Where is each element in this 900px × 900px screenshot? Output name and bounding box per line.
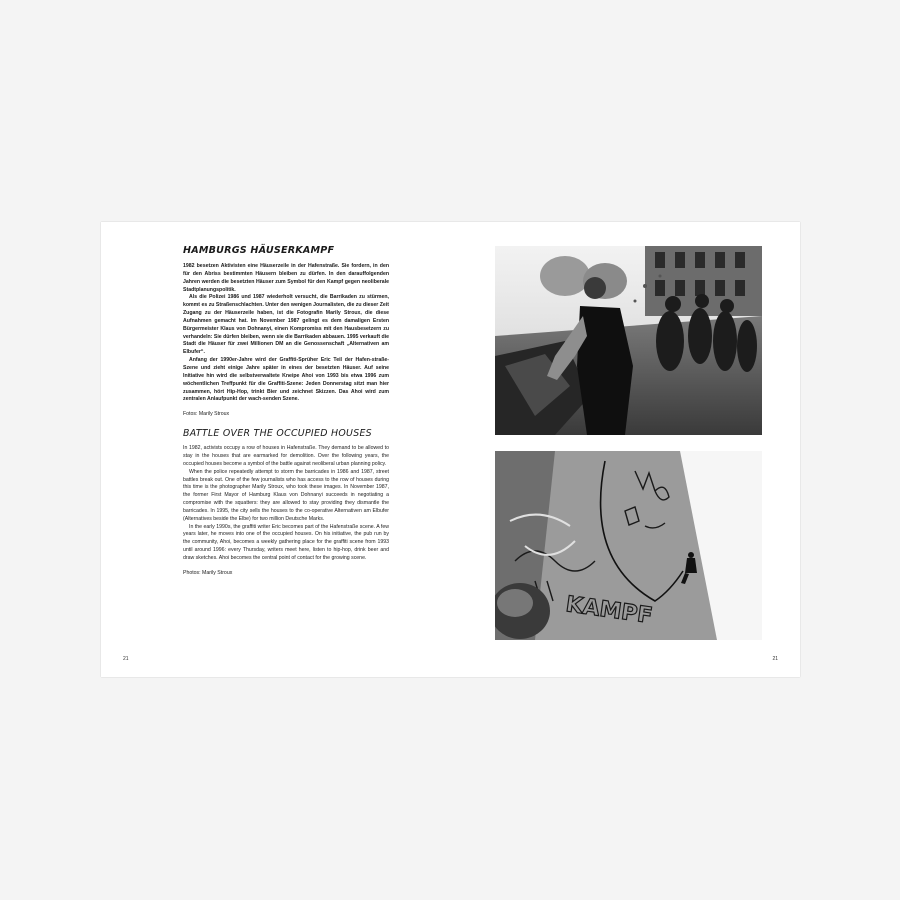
english-photo-credit: Photos: Marily Stroux: [183, 569, 233, 576]
german-paragraph-3: Anfang der 1990er-Jahre wird der Graffiti-Sprüher Eric Teil der Hafen-straße-Szene und zieht einige Jahre später in eines der besetzten Häuser. Auf seine Initiative hin wird die selbstverwaltete Kneipe Ahoi von 1993 bis etwa 1996 zum wöchentlichen Treffpunkt für die Graffiti-Szene: Jeden Donnerstag sitzt man hier zusammen, hört Hip-Hop, trinkt Bier und zeichnet Skizzen. Das Ahoi wird zum zentralen Anlaufpunkt der wach-senden Szene.: [183, 357, 389, 403]
english-heading: BATTLE OVER THE OCCUPIED HOUSES: [183, 428, 372, 440]
page-number-right: 21: [772, 656, 778, 662]
graffiti-wall-photo: [495, 451, 762, 640]
text-column: [183, 245, 389, 577]
book-spread: [101, 222, 800, 677]
german-photo-credit: Fotos: Marily Stroux: [183, 411, 230, 418]
page-number-left: 21: [123, 656, 129, 662]
german-heading: HAMBURGS HÄUSERKAMPF: [183, 245, 335, 256]
graffiti-text: KAMPF: [564, 592, 654, 630]
street-battle-photo: [495, 246, 762, 435]
english-paragraph-3: In the early 1990s, the graffiti writer Eric becomes part of the Hafenstraße scene. A few years later, he moves into one of the occupied houses. On his initiative, the pub run by the community, Ahoi, becomes a weekly gathering place for the graffiti scene from 1993 until around 1996: every Thursday, writers meet here, listen to hip-hop, drink beer and draw sketches. Ahoi becomes the central point of contact for the growing scene.: [183, 523, 389, 561]
english-paragraph-1: In 1982, activists occupy a row of houses in Hafenstraße. They demand to be allowed to stay in the houses that are earmarked for demolition. Over the following years, the occupied houses become a symbol of the battle against neoliberal urban planning policy.: [183, 445, 389, 467]
english-paragraph-2: When the police repeatedly attempt to storm the barricades in 1986 and 1987, street battles break out. One of the few journalists who has access to the row of houses during this time is the photographer Marily Stroux, who took these images. In November 1987, the former First Mayor of Hamburg Klaus von Dohnanyi succeeds in negotiating a compromise with the squatters: they are allowed to stay providing they dismantle the barricades. In 1995, the city sells the houses to the co-operative Alternativen am Elbufer (Alternatives beside the Elbe) for two million Deutsche Marks.: [183, 468, 389, 522]
german-paragraph-2: Als die Polizei 1986 und 1987 wiederholt versucht, die Barrikaden zu stürmen, kommt es zu Straßenschlachten. Unter den wenigen Journalisten, die zu dieser Zeit Zugang zu der Häuserzeile haben, ist die Fotografin Marily Stroux, die diese Aufnahmen gemacht hat. Im November 1987 gelingt es dem damaligen Ersten Bürgermeister Klaus von Dohnanyi, einen Kompromiss mit den Hausbesetzern zu verhandeln: Sie dürfen bleiben, wenn sie die Barrikaden abbauen. 1995 verkauft die Stadt die Häuser für zwei Millionen DM an die Genossenschaft „Alternativen am Elbufer“.: [183, 294, 389, 356]
german-paragraph-1: 1982 besetzen Aktivisten eine Häuserzeile in der Hafenstraße. Sie fordern, in den für den Abriss bestimmten Häusern bleiben zu dürfen. In den darauffolgenden Jahren werden die besetzten Häuser zum Symbol für den Kampf gegen neoliberale Stadtplanungspolitik.: [183, 263, 389, 293]
